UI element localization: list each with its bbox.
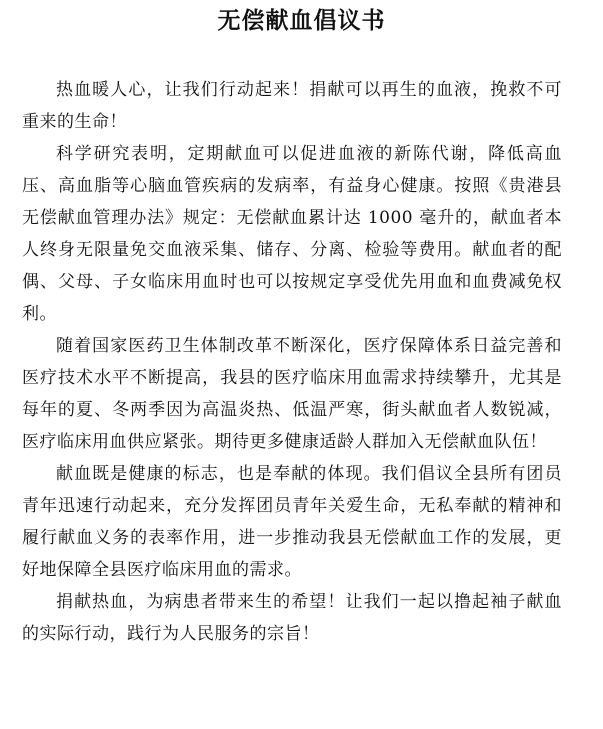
document-title: 无偿献血倡议书 [217, 7, 386, 34]
paragraph-closing: 捐献热血，为病患者带来生的希望！让我们一起以撸起袖子献血的实际行动，践行为人民服务的宗旨！ [22, 592, 562, 644]
paragraph-intro: 热血暖人心，让我们行动起来！捐献可以再生的血液，挽救不可重来的生命！ [22, 80, 562, 132]
paragraph-research: 科学研究表明，定期献血可以促进血液的新陈代谢，降低高血压、高血脂等心脑血管疾病的发病率，有益身心健康。按照《贵港县无偿献血管理办法》规定：无偿献血累计达 1000 毫升的，献血者本人终身无限量免交血液采集、储存、分离、检验等费用。献血者的配偶、父母、子女临床用血时也可以按规定享受优先用血和血费减免权利。 [22, 144, 562, 324]
paragraph-reform: 随着国家医药卫生体制改革不断深化，医疗保障体系日益完善和医疗技术水平不断提高，我县的医疗临床用血需求持续攀升，尤其是每年的夏、冬两季因为高温炎热、低温严寒，街头献血者人数锐减，医疗临床用血供应紧张。期待更多健康适龄人群加入无偿献血队伍！ [22, 336, 562, 452]
document-body [22, 74, 562, 650]
paragraph-appeal: 献血既是健康的标志，也是奉献的体现。我们倡议全县所有团员青年迅速行动起来，充分发挥团员青年关爱生命，无私奉献的精神和履行献血义务的表率作用，进一步推动我县无偿献血工作的发展，更好地保障全县医疗临床用血的需求。 [22, 464, 562, 580]
